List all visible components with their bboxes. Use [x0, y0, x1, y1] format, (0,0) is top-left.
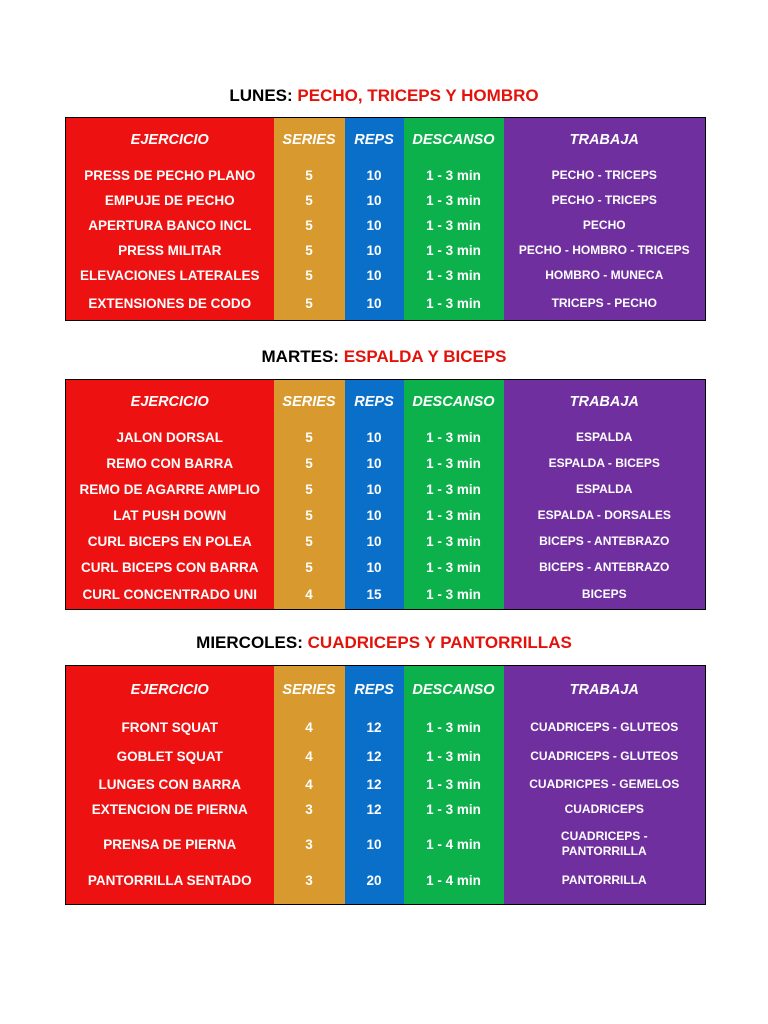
header-reps: REPS [345, 380, 404, 425]
works-cell: ESPALDA [504, 477, 706, 503]
day-title [0, 347, 768, 367]
rest-cell: 1 - 3 min [404, 425, 504, 451]
works-cell: ESPALDA [504, 425, 706, 451]
exercise-cell: ELEVACIONES LATERALES [66, 263, 274, 288]
header-exercise: EJERCICIO [66, 666, 274, 715]
table-row [66, 188, 706, 213]
reps-cell: 12 [345, 741, 404, 772]
table-row [66, 741, 706, 772]
works-cell: BICEPS [504, 581, 706, 610]
table-row [66, 288, 706, 321]
exercise-cell: PRESS MILITAR [66, 238, 274, 263]
header-reps: REPS [345, 118, 404, 163]
series-cell: 3 [274, 797, 345, 822]
reps-cell: 10 [345, 238, 404, 263]
reps-cell: 10 [345, 163, 404, 188]
reps-cell: 10 [345, 188, 404, 213]
series-cell: 5 [274, 163, 345, 188]
reps-cell: 10 [345, 503, 404, 529]
day-title [0, 86, 768, 106]
header-works: TRABAJA [504, 666, 706, 715]
routine-table-wednesday [65, 665, 706, 905]
reps-cell: 10 [345, 529, 404, 555]
rest-cell: 1 - 3 min [404, 715, 504, 741]
works-cell: PECHO [504, 213, 706, 238]
table-header-row [66, 380, 706, 425]
routine-table-monday [65, 117, 706, 321]
reps-cell: 10 [345, 425, 404, 451]
rest-cell: 1 - 3 min [404, 741, 504, 772]
table-row [66, 772, 706, 797]
header-works: TRABAJA [504, 380, 706, 425]
header-series: SERIES [274, 118, 345, 163]
exercise-cell: PANTORRILLA SENTADO [66, 867, 274, 905]
header-rest: DESCANSO [404, 118, 504, 163]
works-cell: CUADRICEPS - PANTORRILLA [504, 822, 706, 867]
exercise-cell: PRESS DE PECHO PLANO [66, 163, 274, 188]
works-cell: PECHO - TRICEPS [504, 163, 706, 188]
series-cell: 4 [274, 715, 345, 741]
series-cell: 5 [274, 213, 345, 238]
day-name: MARTES: [261, 347, 339, 366]
works-cell: PECHO - HOMBRO - TRICEPS [504, 238, 706, 263]
day-name: LUNES: [229, 86, 293, 105]
rest-cell: 1 - 3 min [404, 477, 504, 503]
exercise-cell: EMPUJE DE PECHO [66, 188, 274, 213]
series-cell: 5 [274, 188, 345, 213]
reps-cell: 10 [345, 822, 404, 867]
exercise-cell: REMO DE AGARRE AMPLIO [66, 477, 274, 503]
reps-cell: 10 [345, 213, 404, 238]
series-cell: 4 [274, 741, 345, 772]
rest-cell: 1 - 3 min [404, 503, 504, 529]
rest-cell: 1 - 3 min [404, 288, 504, 321]
series-cell: 3 [274, 867, 345, 905]
rest-cell: 1 - 3 min [404, 238, 504, 263]
rest-cell: 1 - 4 min [404, 867, 504, 905]
rest-cell: 1 - 3 min [404, 797, 504, 822]
day-muscles: ESPALDA Y BICEPS [343, 347, 507, 366]
rest-cell: 1 - 3 min [404, 263, 504, 288]
exercise-cell: LAT PUSH DOWN [66, 503, 274, 529]
works-cell: TRICEPS - PECHO [504, 288, 706, 321]
day-muscles: CUADRICEPS Y PANTORRILLAS [307, 633, 572, 652]
exercise-cell: CURL BICEPS CON BARRA [66, 555, 274, 581]
works-cell: ESPALDA - BICEPS [504, 451, 706, 477]
table-row [66, 263, 706, 288]
series-cell: 5 [274, 451, 345, 477]
exercise-cell: JALON DORSAL [66, 425, 274, 451]
exercise-cell: GOBLET SQUAT [66, 741, 274, 772]
day-name: MIERCOLES: [196, 633, 303, 652]
works-cell: ESPALDA - DORSALES [504, 503, 706, 529]
table-row [66, 238, 706, 263]
exercise-cell: FRONT SQUAT [66, 715, 274, 741]
exercise-cell: EXTENSIONES DE CODO [66, 288, 274, 321]
table-row [66, 213, 706, 238]
works-cell: CUADRICEPS - GLUTEOS [504, 741, 706, 772]
rest-cell: 1 - 3 min [404, 213, 504, 238]
series-cell: 5 [274, 503, 345, 529]
works-cell: CUADRICEPS [504, 797, 706, 822]
exercise-cell: EXTENCION DE PIERNA [66, 797, 274, 822]
table-row [66, 529, 706, 555]
works-cell: HOMBRO - MUNECA [504, 263, 706, 288]
table-header-row [66, 118, 706, 163]
rest-cell: 1 - 3 min [404, 772, 504, 797]
series-cell: 5 [274, 238, 345, 263]
table-row [66, 503, 706, 529]
header-rest: DESCANSO [404, 380, 504, 425]
header-reps: REPS [345, 666, 404, 715]
table-row [66, 477, 706, 503]
reps-cell: 12 [345, 715, 404, 741]
reps-cell: 15 [345, 581, 404, 610]
header-series: SERIES [274, 666, 345, 715]
works-cell: PECHO - TRICEPS [504, 188, 706, 213]
reps-cell: 10 [345, 451, 404, 477]
table-row [66, 581, 706, 610]
table-row [66, 163, 706, 188]
header-series: SERIES [274, 380, 345, 425]
exercise-cell: PRENSA DE PIERNA [66, 822, 274, 867]
routine-table-tuesday [65, 379, 706, 610]
table-row [66, 715, 706, 741]
series-cell: 4 [274, 581, 345, 610]
header-exercise: EJERCICIO [66, 380, 274, 425]
reps-cell: 10 [345, 555, 404, 581]
exercise-cell: APERTURA BANCO INCL [66, 213, 274, 238]
rest-cell: 1 - 4 min [404, 822, 504, 867]
table-row [66, 451, 706, 477]
reps-cell: 20 [345, 867, 404, 905]
header-rest: DESCANSO [404, 666, 504, 715]
reps-cell: 12 [345, 772, 404, 797]
series-cell: 5 [274, 288, 345, 321]
day-title [0, 633, 768, 653]
table-row [66, 425, 706, 451]
header-works: TRABAJA [504, 118, 706, 163]
rest-cell: 1 - 3 min [404, 555, 504, 581]
table-row [66, 797, 706, 822]
table-row [66, 867, 706, 905]
header-exercise: EJERCICIO [66, 118, 274, 163]
rest-cell: 1 - 3 min [404, 188, 504, 213]
rest-cell: 1 - 3 min [404, 163, 504, 188]
table-row [66, 555, 706, 581]
works-cell: BICEPS - ANTEBRAZO [504, 529, 706, 555]
series-cell: 4 [274, 772, 345, 797]
exercise-cell: LUNGES CON BARRA [66, 772, 274, 797]
works-cell: CUADRICPES - GEMELOS [504, 772, 706, 797]
works-cell: BICEPS - ANTEBRAZO [504, 555, 706, 581]
table-header-row [66, 666, 706, 715]
exercise-cell: REMO CON BARRA [66, 451, 274, 477]
reps-cell: 10 [345, 263, 404, 288]
exercise-cell: CURL CONCENTRADO UNI [66, 581, 274, 610]
series-cell: 5 [274, 555, 345, 581]
series-cell: 5 [274, 477, 345, 503]
rest-cell: 1 - 3 min [404, 451, 504, 477]
series-cell: 5 [274, 263, 345, 288]
exercise-cell: CURL BICEPS EN POLEA [66, 529, 274, 555]
reps-cell: 10 [345, 477, 404, 503]
works-cell: CUADRICEPS - GLUTEOS [504, 715, 706, 741]
day-muscles: PECHO, TRICEPS Y HOMBRO [297, 86, 539, 105]
rest-cell: 1 - 3 min [404, 529, 504, 555]
rest-cell: 1 - 3 min [404, 581, 504, 610]
series-cell: 5 [274, 529, 345, 555]
reps-cell: 10 [345, 288, 404, 321]
series-cell: 5 [274, 425, 345, 451]
works-cell: PANTORRILLA [504, 867, 706, 905]
reps-cell: 12 [345, 797, 404, 822]
series-cell: 3 [274, 822, 345, 867]
table-row [66, 822, 706, 867]
